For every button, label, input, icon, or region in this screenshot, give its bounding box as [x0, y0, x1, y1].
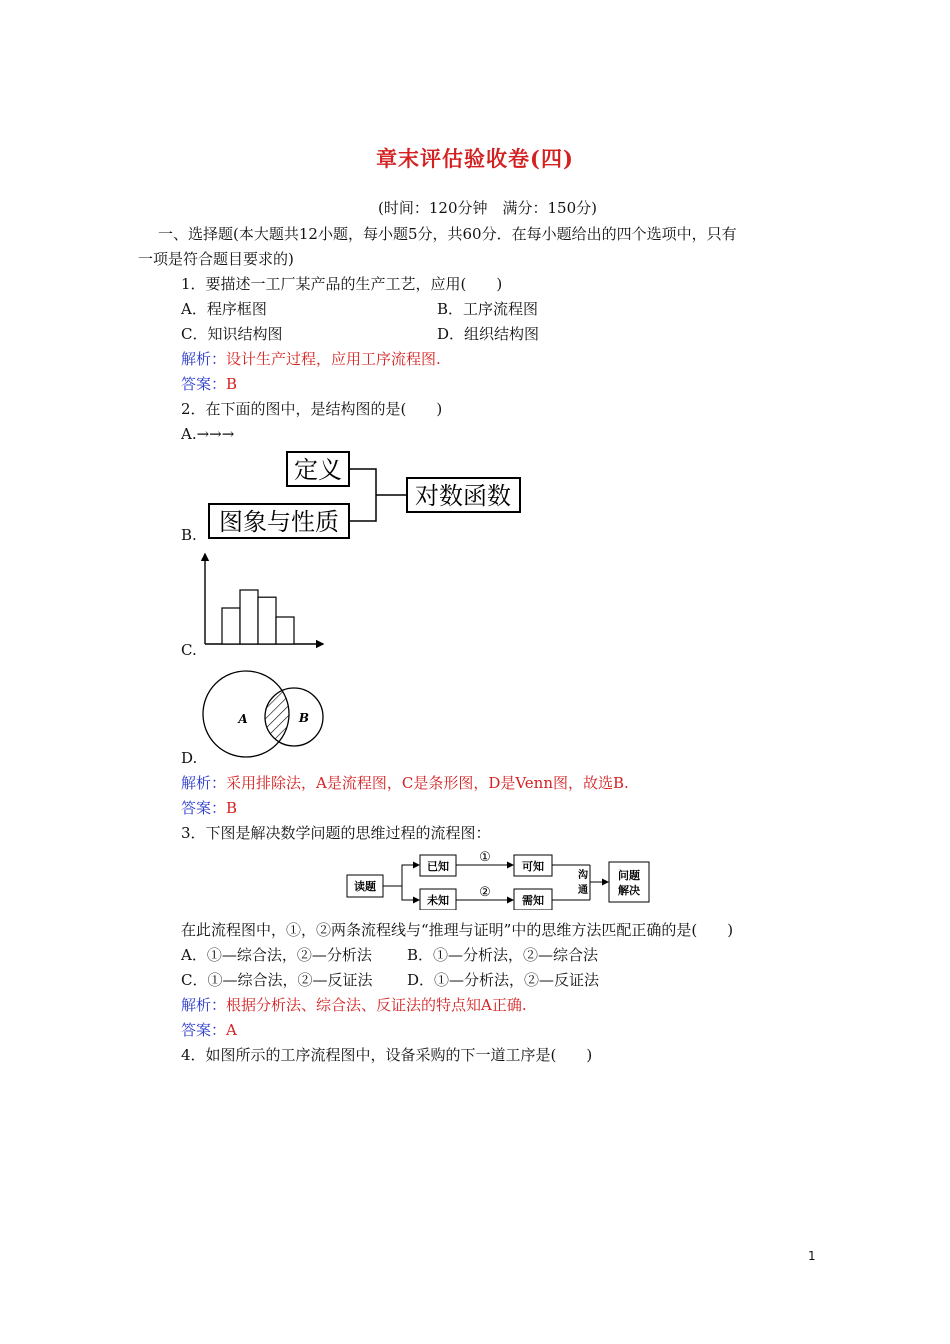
- flow-communicate-2: 通: [578, 885, 588, 896]
- q3-answer: [181, 1020, 237, 1040]
- q1-analysis: [181, 349, 441, 369]
- q2-venn-diagram: [198, 667, 333, 759]
- venn-label-a: A: [238, 712, 248, 726]
- q1-option-b: B．工序流程图: [437, 300, 539, 318]
- q2-stem: 2．在下面的图中，是结构图的是( ): [181, 400, 443, 418]
- flow-known-label: 已知: [427, 860, 449, 873]
- q1-answer-label: 答案：: [181, 375, 227, 393]
- flow-unknown-label: 未知: [427, 894, 449, 907]
- q2-answer: [181, 798, 237, 818]
- box-log-function-label: 对数函数: [415, 482, 511, 510]
- flow-arrow-to-unknown: [402, 886, 419, 900]
- q2-structure-diagram: [200, 446, 530, 542]
- section-intro-line2: 一项是符合题目要求的): [138, 250, 294, 268]
- q2-answer-text: B: [226, 799, 238, 817]
- bar-3: [258, 597, 276, 644]
- box-definition-label: 定义: [294, 456, 342, 484]
- q3-stem: 3．下图是解决数学问题的思维过程的流程图：: [181, 824, 491, 842]
- box-graph-properties-label: 图象与性质: [219, 508, 339, 536]
- flow-communicate-1: 沟: [578, 870, 588, 881]
- flow-solve-label-2: 解决: [618, 884, 640, 897]
- q1-analysis-text: 设计生产过程，应用工序流程图.: [226, 350, 441, 368]
- q3-analysis-label: 解析：: [181, 996, 227, 1014]
- q2-answer-label: 答案：: [181, 799, 227, 817]
- q3-question: 在此流程图中，①，②两条流程线与“推理与证明”中的思维方法匹配正确的是( ): [181, 921, 734, 939]
- page-title: 章末评估验收卷(四): [376, 146, 574, 171]
- q2-option-b: B.: [181, 526, 197, 544]
- flow-mark-2: ②: [479, 885, 491, 900]
- q3-analysis-text: 根据分析法、综合法、反证法的特点知A正确.: [226, 996, 527, 1014]
- flow-mark-1: ①: [479, 850, 491, 865]
- q2-analysis-label: 解析：: [181, 774, 227, 792]
- q3-flowchart: [342, 848, 654, 910]
- page-number: 1: [808, 1249, 816, 1263]
- bar-2: [240, 590, 258, 644]
- flow-arrow-to-known: [383, 865, 419, 886]
- q3-option-b: B．①—分析法，②—综合法: [407, 946, 599, 964]
- flow-can-know-label: 可知: [522, 860, 544, 873]
- q3-answer-text: A: [226, 1021, 237, 1039]
- q3-answer-label: 答案：: [181, 1021, 227, 1039]
- venn-label-b: B: [298, 711, 310, 725]
- flow-need-know-label: 需知: [522, 894, 544, 907]
- q1-option-a: A．程序框图: [181, 300, 267, 318]
- q4-stem: 4．如图所示的工序流程图中，设备采购的下一道工序是( ): [181, 1046, 593, 1064]
- q1-analysis-label: 解析：: [181, 350, 227, 368]
- q2-option-c: C.: [181, 641, 197, 659]
- q1-answer-text: B: [226, 375, 238, 393]
- bar-4: [276, 617, 294, 644]
- flow-solve-label-1: 问题: [618, 869, 640, 882]
- q1-stem: 1．要描述一工厂某产品的生产工艺，应用( ): [181, 275, 503, 293]
- q3-option-c: C．①—综合法，②—反证法: [181, 971, 373, 989]
- q2-bar-chart: [195, 548, 330, 648]
- bar-1: [222, 608, 240, 644]
- time-info: (时间：120分钟 满分：150分): [378, 199, 597, 217]
- q1-option-d: D．组织结构图: [437, 325, 540, 343]
- bracket-line: [349, 469, 376, 521]
- q2-analysis-text: 采用排除法，A是流程图，C是条形图，D是Venn图，故选B.: [226, 774, 629, 792]
- q2-analysis: [181, 773, 629, 793]
- q2-option-d: D.: [181, 749, 198, 767]
- q1-answer: [181, 374, 237, 394]
- section-intro-line1: 一、选择题(本大题共12小题，每小题5分，共60分．在每小题给出的四个选项中，只有: [158, 225, 737, 243]
- q1-option-c: C．知识结构图: [181, 325, 283, 343]
- q3-analysis: [181, 995, 527, 1015]
- q3-option-a: A．①—综合法，②—分析法: [181, 946, 372, 964]
- flow-read-label: 读题: [354, 880, 376, 893]
- bars-group: [222, 590, 294, 644]
- q2-option-a: A.→→→: [181, 425, 235, 443]
- q3-option-d: D．①—分析法，②—反证法: [407, 971, 600, 989]
